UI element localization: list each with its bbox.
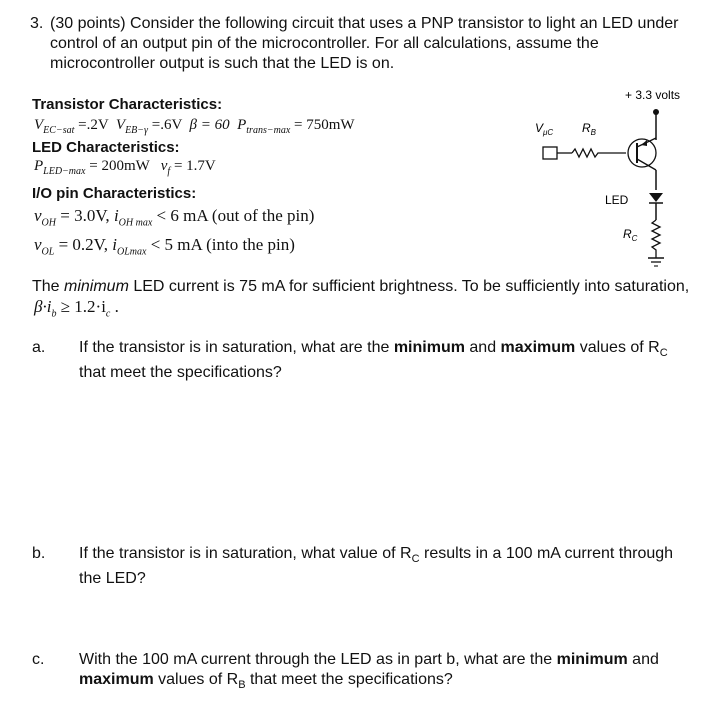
- pled-value: = 200mW: [89, 158, 150, 174]
- ioh-value: < 6 mA (out of the pin): [156, 206, 315, 225]
- saturation-relation: $\beta\cdot i_b \ge 1.2\cdot i_c$ .: [34, 297, 119, 320]
- question-b: [32, 544, 692, 589]
- question-c: [32, 650, 692, 695]
- question-a-letter: a.: [32, 339, 46, 356]
- ptrans-value: = 750mW: [294, 117, 355, 133]
- question-c-letter: c.: [32, 651, 45, 668]
- transistor-heading: Transistor Characteristics:: [32, 96, 223, 113]
- circuit-diagram: [520, 80, 710, 270]
- vf-value: = 1.7V: [173, 158, 216, 174]
- min-current-text: [32, 277, 702, 297]
- supply-label: + 3.3 volts: [625, 88, 681, 102]
- led-params: $P_{LED-max} = 200mW$ $v_f = 1.7V$: [34, 158, 216, 177]
- rc-label: $R_C$: [623, 227, 638, 243]
- rc-resistor-icon: [652, 220, 660, 258]
- question-a-text: If the transistor is in saturation, what are the minimum and maximum values of $R_C$ that meet the specifications?: [79, 339, 668, 382]
- transistor-params: $V_{EC-sat} =.2V$ $V_{EB-\gamma} =.6V$ β = 60 $P_{trans-max} = 750mW$: [34, 117, 355, 136]
- io-vol-line: $v_{OL} = 0.2V$, $i_{OLmax} < 5$ mA (into the pin): [34, 235, 295, 258]
- min-current-pre: The: [32, 278, 65, 295]
- problem-number: 3.: [30, 15, 44, 32]
- vuc-label: $V_{\mu C}$: [535, 121, 554, 137]
- question-b-text: If the transistor is in saturation, what value of $R_C$ results in a 100 mA current through the LED?: [79, 545, 674, 588]
- voh-value: = 3.0V,: [60, 206, 110, 225]
- rb-label: $R_B$: [582, 121, 597, 137]
- question-a: [32, 338, 692, 383]
- led-label: LED: [605, 193, 629, 207]
- io-heading: I/O pin Characteristics:: [32, 185, 197, 202]
- iol-value: < 5 mA (into the pin): [150, 235, 295, 254]
- min-current-em: minimum: [64, 278, 129, 295]
- problem-header: [30, 14, 700, 74]
- vec-sat-value: =.2V: [78, 117, 109, 133]
- pnp-transistor-icon: [628, 139, 656, 167]
- mcu-pin-icon: [543, 147, 557, 159]
- led-heading: LED Characteristics:: [32, 139, 180, 156]
- vol-value: = 0.2V,: [58, 235, 109, 254]
- io-voh-line: $v_{OH} = 3.0V$, $i_{OH max} < 6$ mA (out of the pin): [34, 206, 315, 229]
- question-c-text: With the 100 mA current through the LED as in part b, what are the minimum and maximum values of $R_B$ that meet the specifications?: [79, 651, 659, 692]
- problem-intro: (30 points) Consider the following circuit that uses a PNP transistor to light an LED under control of an output pin of the microcontroller. For all calculations, assume the microcontroller output is such that the LED is on.: [50, 15, 679, 72]
- question-b-letter: b.: [32, 545, 46, 562]
- led-diode-icon: [649, 193, 663, 202]
- rb-resistor-icon: [572, 149, 626, 157]
- veb-value: =.6V: [151, 117, 183, 133]
- min-current-post: LED current is 75 mA for sufficient brightness. To be sufficiently into saturation,: [128, 278, 690, 295]
- beta-value: β = 60: [189, 117, 230, 133]
